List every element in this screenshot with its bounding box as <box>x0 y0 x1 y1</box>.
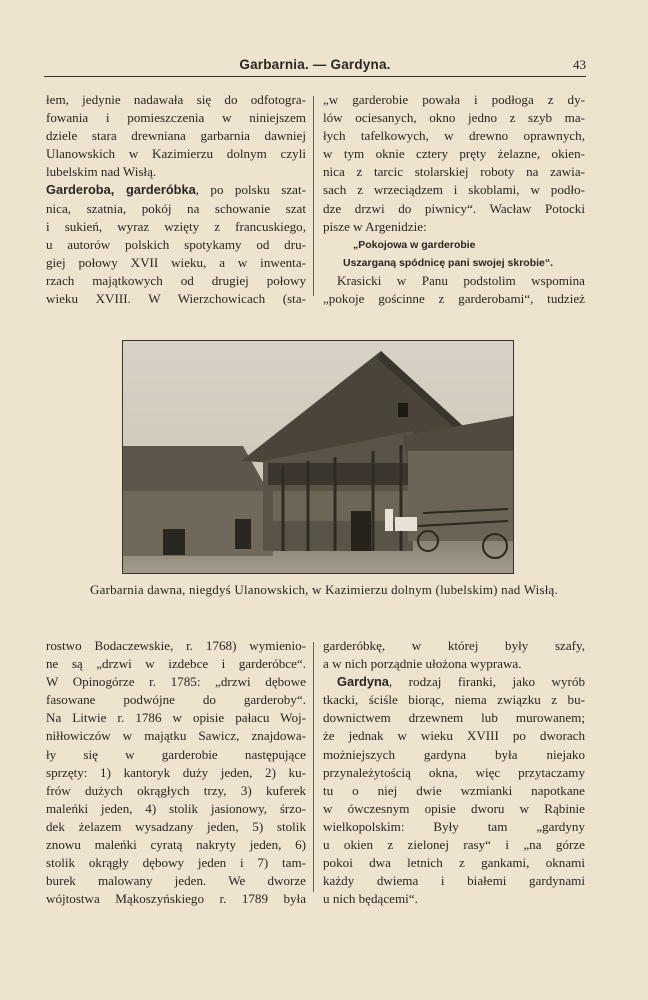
text-line: downictwem drzewnem lub murowanem; <box>323 710 585 726</box>
text-line: tkacki, ściśle biorąc, niema związku z bu- <box>323 692 585 708</box>
text-line: pokoi dwa letnich z gankami, oknami <box>323 855 585 871</box>
text-line: „pokoje gościnne z garderobami“, tudzież <box>323 291 585 307</box>
text-line: u autorów polskich spotykamy od dru- <box>46 236 306 252</box>
text-line: tu o niej dwie wzmianki napotkane <box>323 782 585 798</box>
text-line: u nich będącemi“. <box>323 891 418 907</box>
column-divider <box>313 96 314 296</box>
text-line: a w nich porządnie ułożona wyprawa. <box>323 656 522 672</box>
text-line: i sukień, wyraz wzięty z francuskiego, <box>46 218 306 234</box>
text-line-gardyna-heading: Gardyna, rodzaj firanki, jako wyrób <box>337 674 585 690</box>
text-line: nica z tarcic stolarskiej roboty na zawia- <box>323 164 585 180</box>
text-line: rzach majątkowych od drugiej połowy <box>46 272 306 288</box>
text-line: „w garderobie powała i podłoga z dy- <box>323 92 585 107</box>
text-line: Krasicki w Panu podstolim wspomina <box>337 272 585 288</box>
text-line: przynależytością okna, więc przytaczamy <box>323 764 585 780</box>
column-divider <box>313 642 314 892</box>
running-header <box>44 56 586 77</box>
tannery-photo-illustration <box>123 341 513 573</box>
text-line: łem, jedynie nadawała się do odfotogra- <box>46 92 306 107</box>
text-line: frów dużych okrągłych trzy, 3) kuferek <box>46 782 306 798</box>
text-line: ne są „drzwi w izdebce i garderóbce“. <box>46 656 306 672</box>
photograph-old-tannery <box>122 340 514 574</box>
text-line: fasowane podwójne do garderoby“. <box>46 692 306 708</box>
text-line: nica, szatnia, pokój na schowanie szat <box>46 200 306 216</box>
text-line: wielkopolskim: Były tam „gardyny <box>323 818 585 834</box>
text-line: u okien z zielonej rasy“ i „na górze <box>323 837 585 853</box>
text-column-left-top <box>46 91 306 308</box>
verse-line: „Pokojowa w garderobie <box>353 238 476 251</box>
text-line: że jednak w wieku XVIII po dworach <box>323 728 585 744</box>
text-line: dek żelazem wysadzany jeden, 5) stolik <box>46 818 306 834</box>
text-line: sach z wrzeciądzem i skoblami, w podło- <box>323 182 585 198</box>
text-line: dziele stara drewniana garbarnia dawniej <box>46 128 306 144</box>
text-line: giej połowy XVII wieku, a w inwenta- <box>46 254 306 270</box>
text-line: Ulanowskich w Kazimierzu dolnym czyli <box>46 146 306 162</box>
text-line: niłłowiczów w majątku Sawicz, znajdowa- <box>46 728 306 744</box>
text-line: w ówczesnym opisie dworu w Rąbinie <box>323 800 585 816</box>
text-line: sprzęty: 1) kantoryk duży jeden, 2) ku- <box>46 764 306 780</box>
text-line: dze drzwi do piwnicy“. Wacław Potocki <box>323 200 585 216</box>
text-line: maleńki jeden, 4) stolik jasionowy, śrzo- <box>46 800 306 816</box>
text-column-right-bottom <box>323 637 585 908</box>
text-line: pisze w Argenidzie: <box>323 218 427 234</box>
text-line: ły się w garderobie następujące <box>46 746 306 762</box>
text-line: Na Litwie r. 1786 w opisie pałacu Woj- <box>46 710 306 726</box>
text-line: w tym oknie cztery pręty żelazne, okien- <box>323 146 585 162</box>
text-line: znowu maleńki cyratą nakryty jeden, 6) <box>46 837 306 853</box>
text-line: każdy dwiema i białemi gardynami <box>323 873 585 889</box>
text-line: garderóbkę, w której były szafy, <box>323 638 585 653</box>
header-title: Garbarnia. — Gardyna. <box>239 57 391 72</box>
photo-caption: Garbarnia dawna, niegdyś Ulanowskich, w Kazimierzu dolnym (lubelskim) nad Wisłą. <box>90 582 558 597</box>
text-line: W Opinogórze r. 1785: „drzwi dębowe <box>46 674 306 690</box>
text-line: wieku XVIII. W Wierzchowicach (sta- <box>46 291 306 307</box>
verse-line: Uszarganą spódnicę pani swojej skrobie“. <box>343 256 554 269</box>
text-line: rostwo Bodaczewskie, r. 1768) wymienio- <box>46 638 306 653</box>
text-line: fowania i pomieszczenia w niniejszem <box>46 110 306 126</box>
text-line: lów ociesanych, okno jedno z szyb ma- <box>323 110 585 126</box>
text-line: burek malowany jeden. We dworze <box>46 873 306 889</box>
text-line: stolik okrągły dębowy jeden i 7) tam- <box>46 855 306 871</box>
text-line: lubelskim nad Wisłą. <box>46 164 157 180</box>
text-line: możniejszych gardyna była niejako <box>323 746 585 762</box>
text-column-right-top <box>323 91 585 308</box>
page-number: 43 <box>573 57 586 72</box>
text-line: łych tafelkowych, w drewno oprawnych, <box>323 128 585 144</box>
text-line: wójtostwa Mąkoszyńskiego r. 1789 była <box>46 891 306 907</box>
text-column-left-bottom <box>46 637 306 908</box>
text-line-garderoba-heading: Garderoba, garderóbka, po polsku szat- <box>46 182 306 198</box>
